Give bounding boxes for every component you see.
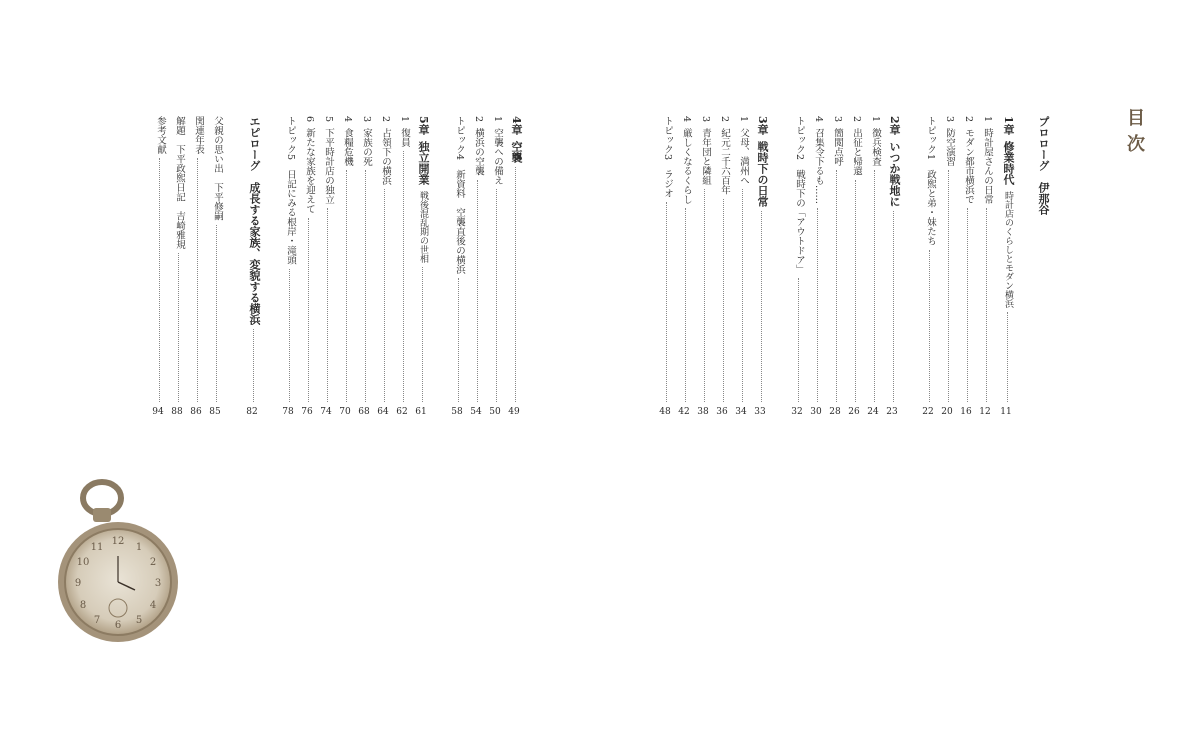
toc-entry-page: 36 (716, 407, 728, 417)
toc-entry-subtitle: 戦後混乱期の世相 (418, 190, 428, 263)
toc-entry-page: 28 (829, 407, 841, 417)
toc-entry (923, 116, 936, 418)
toc-entry (1001, 116, 1014, 418)
svg-text:2: 2 (149, 557, 157, 568)
toc-entry-label: トピック2 戦時下の「アウトドア」 (794, 116, 805, 275)
toc-entry-label: 修業時代 (1002, 140, 1015, 185)
toc-entry (679, 116, 692, 418)
svg-text:8: 8 (79, 600, 87, 611)
toc-entry (397, 116, 410, 418)
toc-entry-number: 1 (492, 116, 503, 123)
toc-entry-page: 24 (867, 407, 879, 417)
svg-text:9: 9 (74, 578, 82, 589)
toc-entry-page: 34 (735, 407, 747, 417)
toc-entry-label: 占領下の横浜 (380, 128, 391, 186)
toc-entry-label: 下平時計店の独立 (323, 128, 334, 205)
toc-entry-label: 召集令下るも…… (813, 128, 824, 205)
toc-entry-label: 父母、満州へ (738, 128, 749, 186)
toc-leader-dots (723, 199, 724, 402)
toc-entry-label: 厳しくなるくらし (681, 128, 692, 205)
toc-entry-page: 61 (415, 407, 427, 417)
toc-entry-label: 空襲 (510, 140, 523, 163)
toc-leader-dots (327, 208, 328, 402)
toc-entry-label: 紀元二千六百年 (719, 128, 730, 195)
svg-text:12: 12 (111, 536, 125, 547)
toc-entry-number: 2 (380, 116, 391, 123)
toc-leader-dots (929, 250, 930, 402)
toc-entry-label: トピック5 日記にみる根岸・滝頭 (285, 116, 296, 265)
toc-entry (942, 116, 955, 418)
toc-entry (980, 116, 993, 418)
toc-entry (961, 116, 974, 418)
toc-entry-page: 12 (979, 407, 991, 417)
toc-leader-dots (948, 170, 949, 402)
toc-entry-page: 76 (301, 407, 313, 417)
toc-entry-page: 74 (320, 407, 332, 417)
toc-leader-dots (384, 189, 385, 402)
toc-entry-subtitle: 時計店のくらしとモダン横浜 (1003, 190, 1013, 308)
toc-leader-dots (798, 278, 799, 402)
toc-title: 目次 (1124, 108, 1145, 160)
toc-leader-dots (422, 267, 423, 402)
toc-leader-dots (178, 253, 179, 402)
toc-entry-number: 2章 (888, 116, 901, 135)
toc-entry-label: 独立開業 (417, 140, 430, 185)
toc-entry-page: 32 (791, 407, 803, 417)
toc-entry-page: 22 (922, 407, 934, 417)
toc-entry-number: 4 (681, 116, 692, 123)
toc-entry-label: 戦時下の日常 (756, 140, 769, 207)
toc-leader-dots (666, 202, 667, 402)
toc-entry-label: 復員 (399, 128, 410, 148)
toc-entry-label: 空襲への備え (492, 128, 503, 186)
toc-entry (509, 116, 522, 418)
toc-entry-page: 38 (697, 407, 709, 417)
toc-leader-dots (197, 158, 198, 402)
toc-entry (321, 116, 334, 418)
toc-entry-page: 94 (152, 407, 164, 417)
toc-entry-page: 50 (489, 407, 501, 417)
toc-entry (792, 116, 805, 418)
toc-entry (153, 116, 166, 418)
toc-entry (698, 116, 711, 418)
toc-leader-dots (893, 211, 894, 402)
toc-entry (247, 116, 260, 418)
toc-entry-page: 49 (508, 407, 520, 417)
toc-entry-number: 1 (738, 116, 749, 123)
toc-entry-page: 54 (470, 407, 482, 417)
toc-entry-number: 1章 (1002, 116, 1015, 135)
svg-text:1: 1 (135, 542, 143, 553)
toc-entry-label: 時計屋さんの日常 (982, 128, 993, 205)
toc-leader-dots (874, 170, 875, 402)
toc-entry-label: プロローグ 伊那谷 (1037, 116, 1050, 215)
toc-entry-label: 簡閲点呼 (832, 128, 843, 167)
toc-entry-number: 2 (719, 116, 730, 123)
toc-entry-number: 4章 (510, 116, 523, 135)
toc-entry-number: 1 (982, 116, 993, 123)
toc-entry (172, 116, 185, 418)
toc-entry-page: 70 (339, 407, 351, 417)
toc-leader-dots (761, 211, 762, 402)
toc-leader-dots (1007, 312, 1008, 402)
toc-entry-label: 参考文献 (155, 116, 166, 154)
toc-leader-dots (967, 208, 968, 402)
toc-entry-label: 食糧危機 (342, 128, 353, 167)
toc-entry-page: 30 (810, 407, 822, 417)
toc-entry-label: 防空演習 (944, 128, 955, 167)
toc-leader-dots (704, 189, 705, 402)
toc-leader-dots (403, 151, 404, 402)
toc-entry-label: 家族の死 (361, 128, 372, 167)
toc-leader-dots (346, 170, 347, 402)
toc-entry-label: 徴兵検査 (870, 128, 881, 167)
toc-entry-number: 2 (473, 116, 484, 123)
toc-entry-page: 16 (960, 407, 972, 417)
toc-entry-label: 新たな家族を迎えて (304, 128, 315, 214)
toc-entry (887, 116, 900, 418)
toc-entry-number: 5 (323, 116, 334, 123)
toc-entry-page: 62 (396, 407, 408, 417)
toc-entry-page: 33 (754, 407, 766, 417)
toc-leader-dots (253, 329, 254, 402)
toc-entry-label: トピック1 政煕と弟・妹たち (925, 116, 936, 246)
toc-entry (302, 116, 315, 418)
svg-text:3: 3 (154, 578, 162, 589)
toc-entry (1037, 116, 1049, 418)
toc-entry-page: 88 (171, 407, 183, 417)
toc-entry-number: 1 (870, 116, 881, 123)
toc-entry-number: 2 (851, 116, 862, 123)
toc-entry-label: トピック4 新資料 空襲直後の横浜 (454, 116, 465, 275)
toc-entry-page: 58 (451, 407, 463, 417)
toc-leader-dots (365, 170, 366, 402)
toc-entry (811, 116, 824, 418)
toc-entry-page: 48 (659, 407, 671, 417)
toc-entry (359, 116, 372, 418)
toc-entry-number: 4 (813, 116, 824, 123)
toc-entry-number: 4 (342, 116, 353, 123)
toc-entry (755, 116, 768, 418)
toc-entry-page: 78 (282, 407, 294, 417)
toc-entry-number: 3 (361, 116, 372, 123)
toc-entry-page: 23 (886, 407, 898, 417)
svg-text:7: 7 (93, 615, 101, 626)
toc-leader-dots (817, 208, 818, 402)
toc-entry-label: 父親の思い出 下平修嗣 (212, 116, 223, 221)
toc-entry (340, 116, 353, 418)
svg-text:6: 6 (114, 620, 122, 631)
toc-entry-label: エピローグ 成長する家族、変貌する横浜 (248, 116, 261, 325)
svg-text:4: 4 (149, 600, 157, 611)
toc-leader-dots (458, 278, 459, 402)
toc-entry (868, 116, 881, 418)
toc-entry (830, 116, 843, 418)
toc-entry (471, 116, 484, 418)
svg-text:5: 5 (135, 615, 143, 626)
toc-entry (452, 116, 465, 418)
toc-leader-dots (855, 180, 856, 402)
toc-leader-dots (477, 180, 478, 402)
toc-entry-number: 3 (832, 116, 843, 123)
toc-entry-label: 出征と帰還 (851, 128, 862, 176)
toc-leader-dots (216, 225, 217, 403)
toc-entry-page: 82 (246, 407, 258, 417)
toc-leader-dots (742, 189, 743, 402)
toc-entry-label: モダン都市横浜で (963, 128, 974, 205)
toc-entry-page: 20 (941, 407, 953, 417)
toc-leader-dots (159, 158, 160, 402)
toc-entry-page: 85 (209, 407, 221, 417)
toc-leader-dots (308, 218, 309, 402)
toc-entry-number: 2 (963, 116, 974, 123)
svg-text:11: 11 (90, 542, 104, 553)
toc-leader-dots (986, 208, 987, 402)
toc-entry-page: 86 (190, 407, 202, 417)
toc-entry-label: いつか戦地に (888, 140, 901, 207)
toc-entry-number: 3 (944, 116, 955, 123)
toc-entry (660, 116, 673, 418)
toc-entry (490, 116, 503, 418)
svg-text:10: 10 (76, 557, 90, 568)
toc-leader-dots (685, 208, 686, 402)
toc-entry-label: 横浜の空襲 (473, 128, 484, 176)
toc-entry-number: 6 (304, 116, 315, 123)
toc-entry (717, 116, 730, 418)
toc-entry (283, 116, 296, 418)
pocket-watch-icon (55, 478, 185, 653)
toc-entry (736, 116, 749, 418)
toc-leader-dots (515, 167, 516, 402)
toc-entry-number: 3章 (756, 116, 769, 135)
toc-entry-page: 68 (358, 407, 370, 417)
toc-leader-dots (836, 170, 837, 402)
toc-entry-label: トピック3 ラジオ (662, 116, 673, 199)
toc-entry-number: 3 (700, 116, 711, 123)
toc-entry-label: 青年団と隣組 (700, 128, 711, 186)
toc-entry-page: 42 (678, 407, 690, 417)
toc-leader-dots (496, 189, 497, 402)
toc-entry-page: 11 (1000, 407, 1012, 417)
toc-leader-dots (289, 269, 290, 402)
toc-entry-number: 1 (399, 116, 410, 123)
toc-entry-label: 解題 下平政煕日記 吉崎雅規 (174, 116, 185, 249)
toc-entry (849, 116, 862, 418)
toc-entry-page: 64 (377, 407, 389, 417)
toc-entry-page: 26 (848, 407, 860, 417)
toc-entry (378, 116, 391, 418)
toc-entry (416, 116, 429, 418)
toc-entry (191, 116, 204, 418)
toc-entry (210, 116, 223, 418)
toc-entry-label: 関連年表 (193, 116, 204, 154)
toc-entry-number: 5章 (417, 116, 430, 135)
